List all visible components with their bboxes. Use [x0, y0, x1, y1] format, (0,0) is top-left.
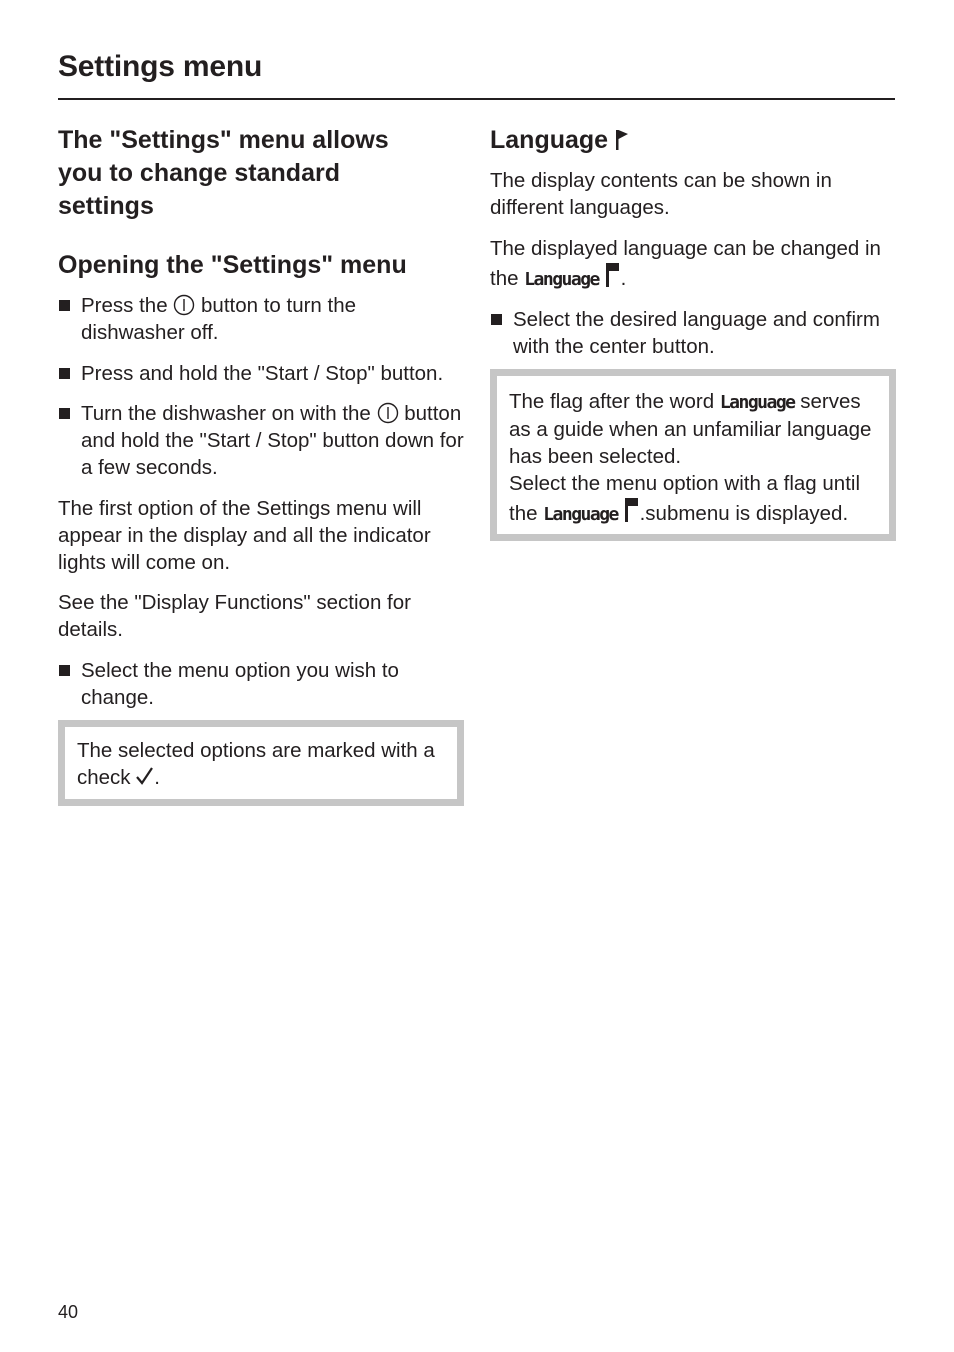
- paragraph-see-display: See the "Display Functions" section for details.: [58, 591, 411, 641]
- step-1-after: button to turn the dishwasher off.: [81, 294, 357, 344]
- note-flag-line1-rest: serves as a guide when an unfamiliar language has been selected.: [509, 390, 872, 468]
- flag-icon: [624, 497, 640, 523]
- display-word-language: Language: [524, 269, 599, 290]
- language-heading-text: Language: [490, 126, 609, 154]
- step-1: [58, 292, 464, 346]
- step-3: [58, 400, 464, 481]
- power-icon: [377, 402, 399, 424]
- step-select-language-text: Select the desired language and confirm with the center button.: [513, 308, 880, 358]
- paragraph-displayed-language: [490, 235, 896, 293]
- bullet-square-icon: [59, 408, 70, 419]
- paragraph-first-option: The first option of the Settings menu will appear in the display and all the indicator lights will come on.: [58, 497, 431, 574]
- check-icon: [136, 766, 154, 786]
- note-box-flag: [490, 369, 896, 541]
- step-3-after: button and hold the "Start / Stop" button down for a few seconds.: [81, 402, 464, 479]
- paragraph-displayed-language-end: .: [620, 267, 627, 290]
- step-4-text: Select the menu option you wish to change.: [81, 659, 399, 709]
- step-1-before: Press the: [81, 294, 168, 317]
- bullet-square-icon: [491, 314, 502, 325]
- paragraph-displayed-language-text: The displayed language can be changed in the: [490, 237, 881, 290]
- step-3-before: Turn the dishwasher on with the: [81, 402, 371, 425]
- left-column: [58, 124, 464, 806]
- step-4: [58, 657, 464, 711]
- page-number: 40: [58, 1302, 79, 1322]
- note-flag-line1: The flag after the word: [509, 390, 715, 413]
- display-word-language: Language: [719, 392, 795, 413]
- language-heading: [490, 124, 896, 157]
- step-2-text: Press and hold the "Start / Stop" button.: [81, 362, 444, 385]
- step-2: [58, 360, 464, 387]
- right-column: [490, 124, 896, 541]
- flag-icon: [605, 262, 621, 288]
- flag-icon: [615, 129, 629, 151]
- bullet-square-icon: [59, 665, 70, 676]
- note-end: .: [154, 766, 160, 789]
- intro-heading: The "Settings" menu allows you to change standard settings: [58, 126, 389, 220]
- step-select-language: [490, 306, 896, 360]
- note-flag-line2: Select the menu option with a flag until the: [509, 472, 860, 525]
- note-box-check: [58, 720, 464, 806]
- power-icon: [173, 294, 195, 316]
- bullet-square-icon: [59, 368, 70, 379]
- opening-heading: Opening the "Settings" menu: [58, 251, 407, 279]
- bullet-square-icon: [59, 300, 70, 311]
- note-flag-line2-rest: .submenu is displayed.: [639, 502, 849, 525]
- title-rule: [58, 98, 895, 100]
- paragraph-display-contents: The display contents can be shown in different languages.: [490, 169, 832, 219]
- display-word-language: Language: [543, 504, 618, 525]
- page-title: Settings menu: [58, 50, 263, 83]
- note-text: The selected options are marked with a check: [77, 739, 435, 789]
